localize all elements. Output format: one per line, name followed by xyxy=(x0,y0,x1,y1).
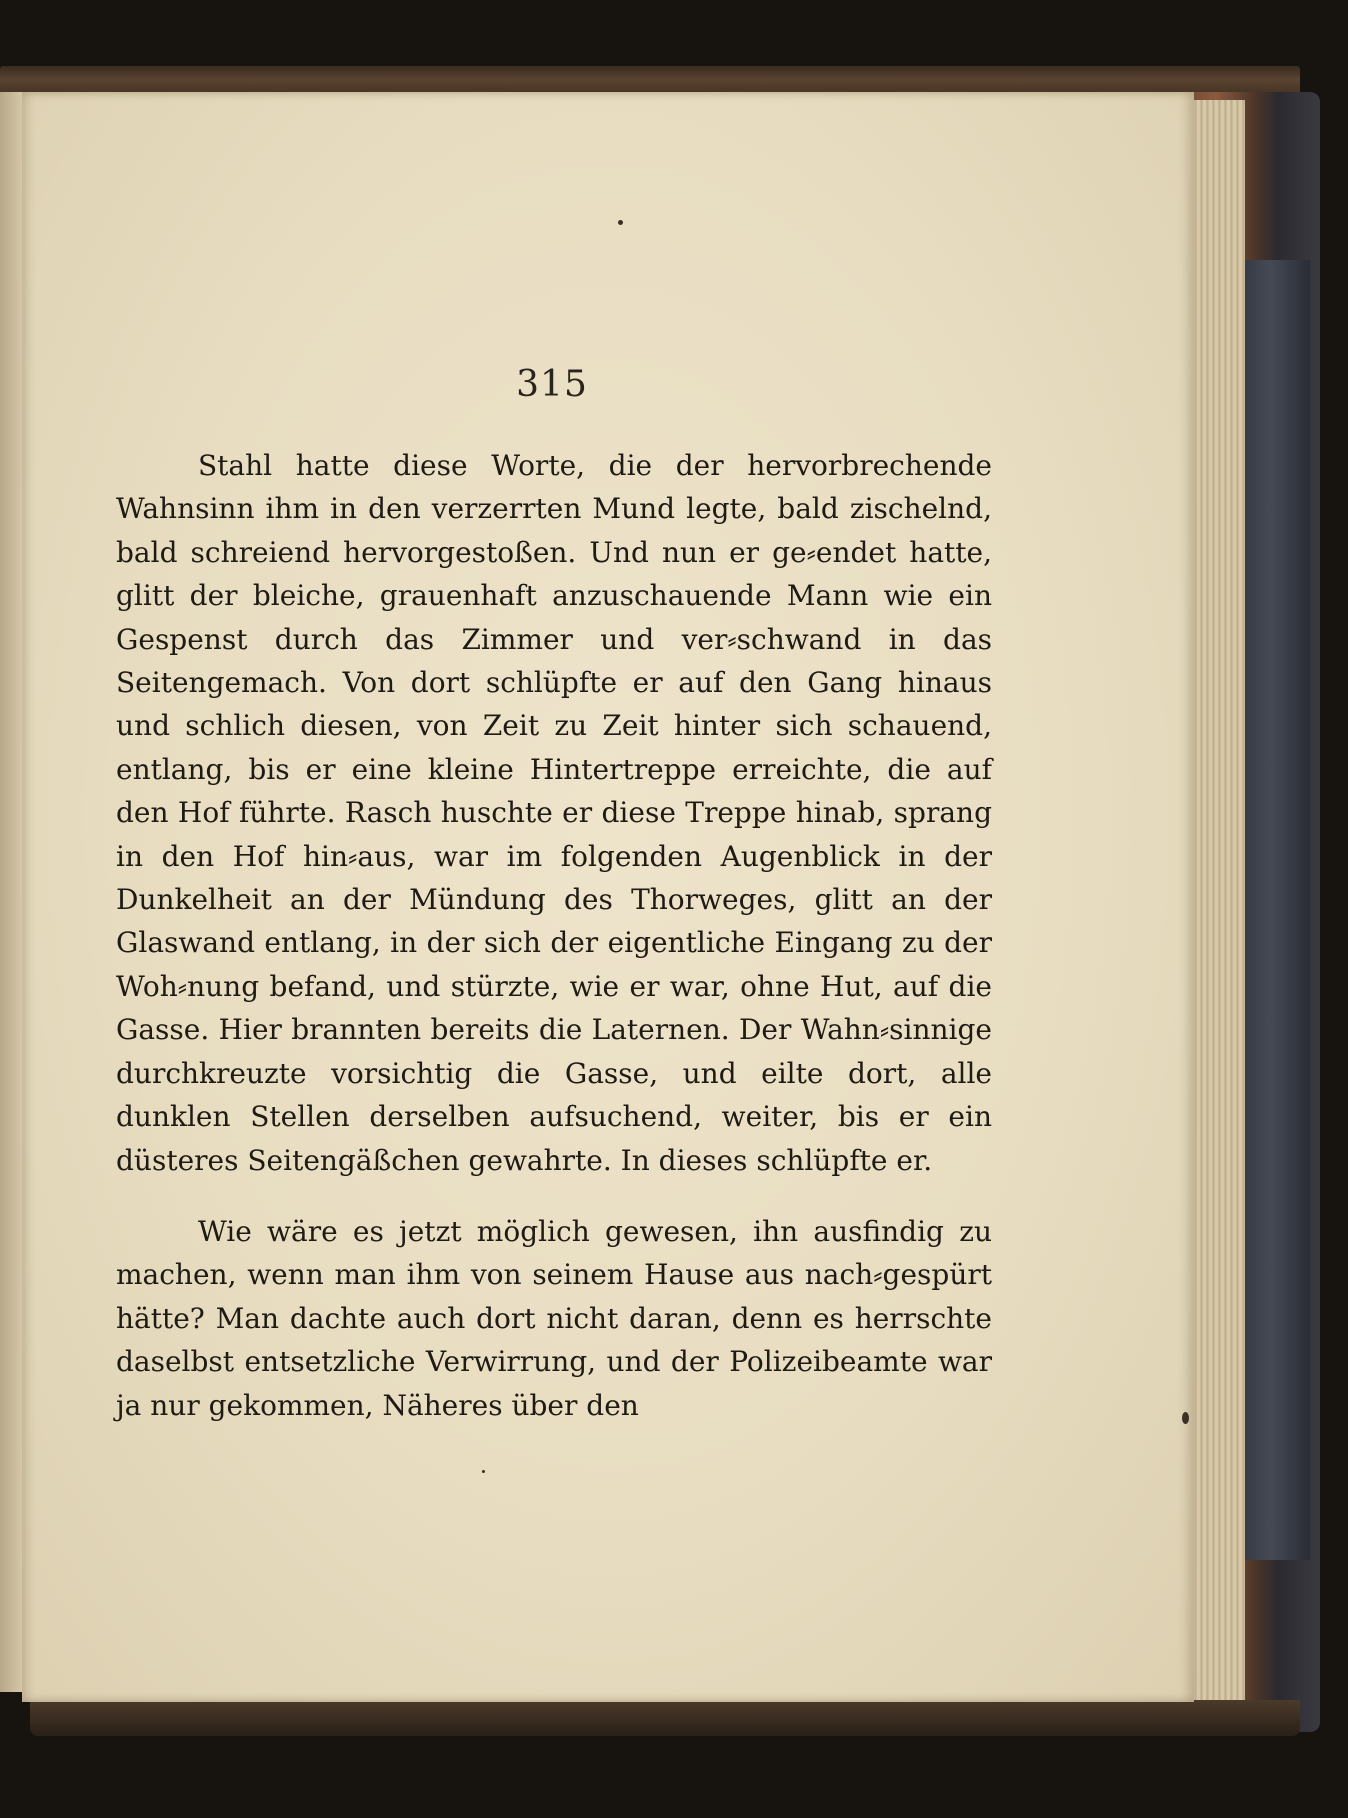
paper-speck xyxy=(618,220,623,225)
page-stack-edge xyxy=(1185,100,1245,1700)
page-number: 315 xyxy=(516,364,588,405)
facing-page-edge xyxy=(0,92,24,1692)
body-text xyxy=(116,444,992,1427)
book-page xyxy=(22,92,1194,1702)
paragraph: Wie wäre es jetzt möglich gewesen, ihn ausfindig zu machen, wenn man ihm von seinem Hause aus nach⸗gespürt hätte? Man dachte auch dort nicht daran, denn es herrschte daselbst entsetzliche Verwirrung, und der Polizeibeamte war ja nur gekommen, Näheres über den xyxy=(116,1214,992,1422)
paragraph: Stahl hatte diese Worte, die der hervorbrechende Wahnsinn ihm in den verzerrten Mund legte, bald zischelnd, bald schreiend hervorgestoßen. Und nun er ge⸗endet hatte, glitt der bleiche, grauenhaft anzuschauende Mann wie ein Gespenst durch das Zimmer und ver⸗schwand in das Seitengemach. Von dort schlüpfte er auf den Gang hinaus und schlich diesen, von Zeit zu Zeit hinter sich schauend, entlang, bis er eine kleine Hintertreppe erreichte, die auf den Hof führte. Rasch huschte er diese Treppe hinab, sprang in den Hof hin⸗aus, war im folgenden Augenblick in der Dunkelheit an der Mündung des Thorweges, glitt an der Glaswand entlang, in der sich der eigentliche Eingang zu der Woh⸗nung befand, und stürzte, wie er war, ohne Hut, auf die Gasse. Hier brannten bereits die Laternen. Der Wahn⸗sinnige durchkreuzte vorsichtig die Gasse, und eilte dort, alle dunklen Stellen derselben aufsuchend, weiter, bis er ein düsteres Seitengäßchen gewahrte. In dieses schlüpfte er. xyxy=(116,449,992,1177)
paper-speck xyxy=(1182,1412,1189,1424)
book-bottom-edge xyxy=(30,1700,1300,1736)
paper-speck xyxy=(482,1470,485,1473)
